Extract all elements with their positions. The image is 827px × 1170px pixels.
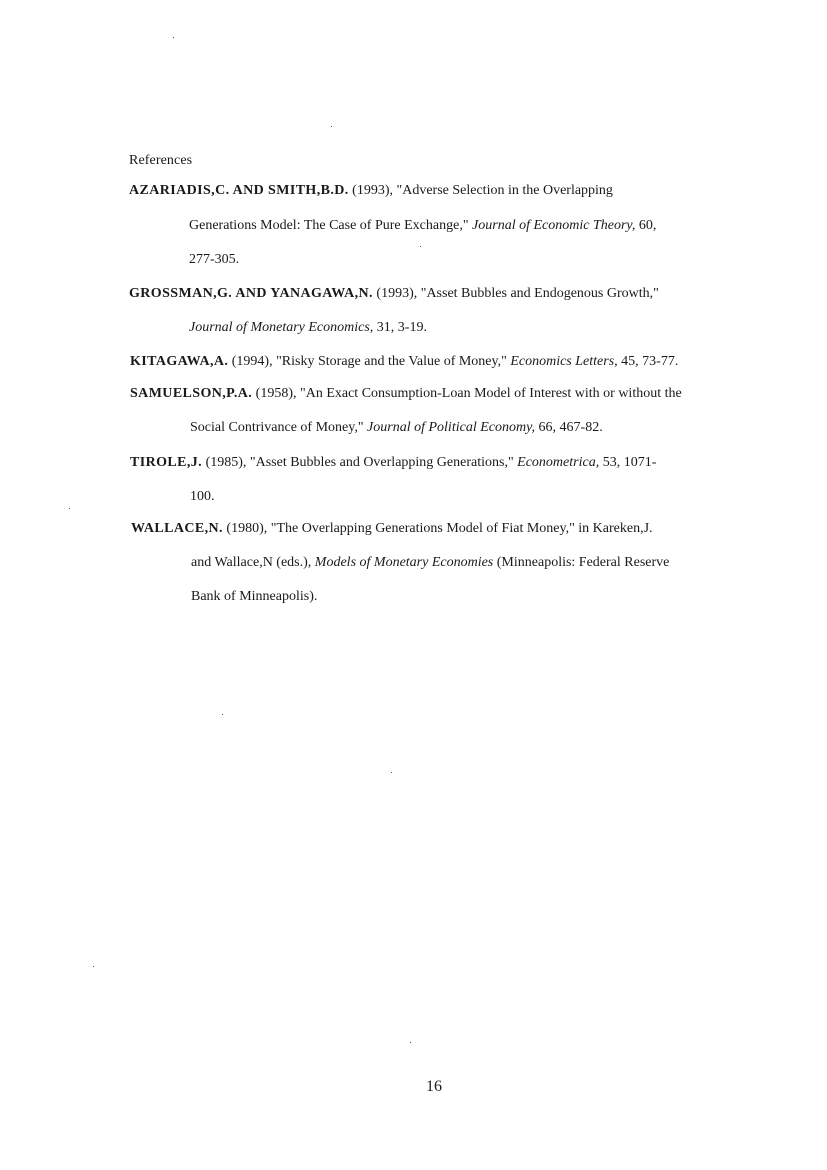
scan-speck bbox=[222, 714, 223, 715]
reference-volume: 66, 467-82. bbox=[535, 420, 603, 435]
reference-line bbox=[131, 520, 653, 538]
reference-book-title: Models of Monetary Economies bbox=[314, 555, 494, 570]
reference-volume: 31, 3-19. bbox=[373, 320, 427, 335]
reference-publisher-continued: Bank of Minneapolis). bbox=[191, 589, 318, 604]
reference-title: "Adverse Selection in the Overlapping bbox=[396, 183, 613, 198]
reference-title: "The Overlapping Generations Model of Fiat Money," in Kareken,J. bbox=[270, 521, 653, 536]
reference-title: "Asset Bubbles and Overlapping Generations," bbox=[249, 455, 518, 470]
reference-line bbox=[191, 588, 317, 606]
reference-line bbox=[190, 419, 603, 437]
scan-speck bbox=[331, 126, 332, 127]
reference-year: (1985), bbox=[202, 455, 250, 470]
reference-line bbox=[189, 319, 427, 337]
scan-speck bbox=[391, 772, 392, 773]
reference-publisher: (Minneapolis: Federal Reserve bbox=[493, 555, 670, 570]
reference-pages: 100. bbox=[190, 489, 215, 504]
reference-year: (1958), bbox=[252, 386, 300, 401]
reference-title: "Asset Bubbles and Endogenous Growth," bbox=[420, 286, 659, 301]
reference-year: (1994), bbox=[228, 354, 277, 369]
scan-speck bbox=[69, 508, 70, 509]
reference-line bbox=[189, 251, 239, 269]
reference-volume: 60, bbox=[635, 218, 657, 233]
reference-line bbox=[189, 217, 656, 235]
reference-author: GROSSMAN,G. AND YANAGAWA,N. bbox=[129, 286, 373, 301]
reference-author: KITAGAWA,A. bbox=[130, 354, 229, 369]
scan-speck bbox=[410, 1042, 411, 1043]
reference-volume: 45, 73-77. bbox=[617, 354, 679, 369]
reference-line bbox=[130, 385, 682, 403]
reference-journal: Economics Letters, bbox=[510, 354, 618, 369]
reference-line bbox=[130, 454, 656, 472]
reference-journal: Journal of Economic Theory, bbox=[472, 218, 636, 233]
reference-title-continued: and Wallace,N (eds.), bbox=[191, 555, 315, 570]
reference-line bbox=[129, 182, 613, 200]
reference-journal: Journal of Political Economy, bbox=[367, 420, 536, 435]
reference-journal: Econometrica, bbox=[517, 455, 600, 470]
reference-title: "Risky Storage and the Value of Money," bbox=[276, 354, 511, 369]
reference-year: (1980), bbox=[222, 521, 271, 536]
page-number: 16 bbox=[426, 1078, 442, 1095]
reference-line bbox=[130, 353, 678, 371]
scan-speck bbox=[420, 246, 421, 247]
reference-year: (1993), bbox=[372, 286, 421, 301]
scan-speck bbox=[93, 966, 94, 967]
reference-line bbox=[129, 285, 659, 303]
reference-year: (1993), bbox=[348, 183, 397, 198]
references-heading: References bbox=[129, 153, 193, 168]
reference-author: WALLACE,N. bbox=[131, 521, 223, 536]
reference-volume: 53, 1071- bbox=[599, 455, 657, 470]
reference-title-continued: Social Contrivance of Money," bbox=[190, 420, 368, 435]
reference-author: AZARIADIS,C. AND SMITH,B.D. bbox=[129, 183, 349, 198]
reference-journal: Journal of Monetary Economics, bbox=[189, 320, 374, 335]
reference-title-continued: Generations Model: The Case of Pure Exchange," bbox=[189, 218, 473, 233]
reference-pages: 277-305. bbox=[189, 252, 240, 267]
reference-author: TIROLE,J. bbox=[130, 455, 203, 470]
scan-speck bbox=[173, 37, 174, 38]
reference-author: SAMUELSON,P.A. bbox=[130, 386, 253, 401]
reference-line bbox=[190, 488, 215, 506]
reference-title: "An Exact Consumption-Loan Model of Interest with or without the bbox=[300, 386, 682, 401]
reference-line bbox=[191, 554, 669, 572]
